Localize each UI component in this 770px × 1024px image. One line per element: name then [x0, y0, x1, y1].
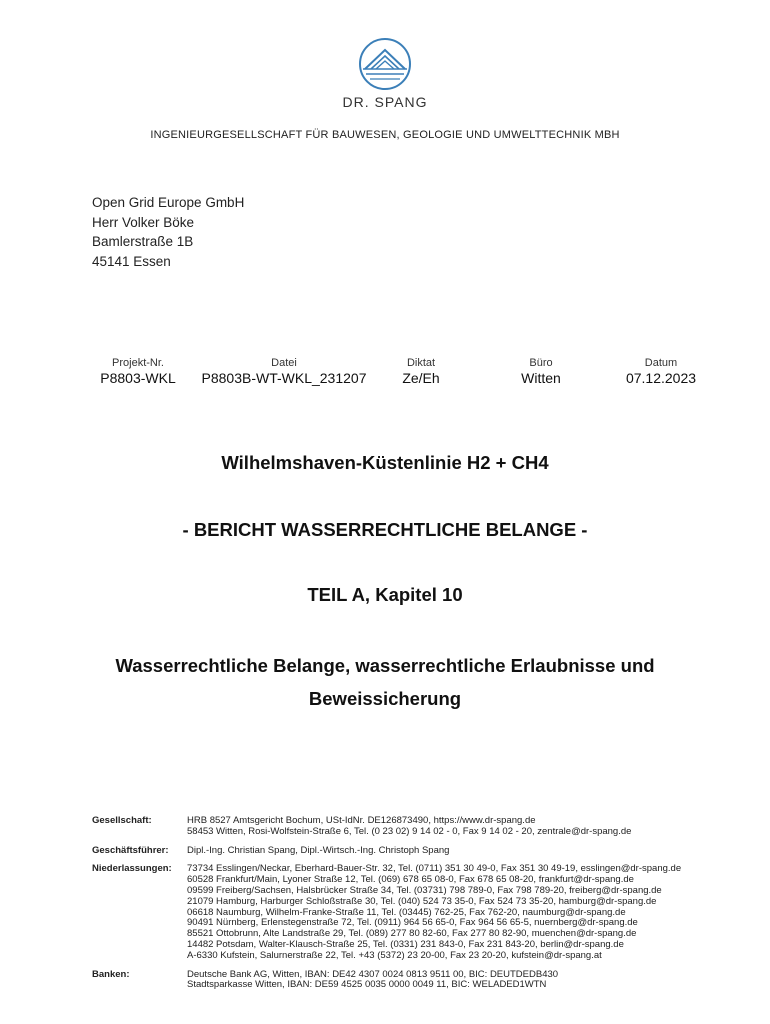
footer-row-niederlassungen	[92, 864, 732, 961]
meta-label: Datei	[271, 357, 297, 369]
project-title: Wilhelmshaven-Küstenlinie H2 + CH4	[221, 452, 549, 473]
footer-line: Deutsche Bank AG, Witten, IBAN: DE42 4307 0024 0813 9511 00, BIC: DEUTDEDB430	[187, 968, 559, 980]
subject-title	[0, 649, 770, 715]
footer-line: 06618 Naumburg, Wilhelm-Franke-Straße 11, Tel. (03445) 762-25, Fax 762-20, naumburg@dr-spang.de	[187, 906, 626, 918]
company-footer	[92, 816, 732, 999]
footer-line: 90491 Nürnberg, Erlenstegenstraße 72, Tel. (0911) 964 56 65-0, Fax 964 56 65-5, nuernberg@dr-spang.de	[187, 917, 638, 929]
meta-label: Diktat	[406, 357, 436, 369]
footer-line: HRB 8527 Amtsgericht Bochum, USt-IdNr. DE126873490, https://www.dr-spang.de	[187, 815, 536, 826]
subject-line: Wasserrechtliche Belange, wasserrechtliche Erlaubnisse und	[115, 655, 655, 676]
meta-office	[508, 357, 574, 386]
subject-line: Beweissicherung	[308, 688, 462, 709]
meta-label: Büro	[529, 357, 553, 369]
address-line: 45141 Essen	[92, 253, 171, 269]
address-line: Bamlerstraße 1B	[92, 234, 194, 249]
footer-line: 73734 Esslingen/Neckar, Eberhard-Bauer-Str. 32, Tel. (0711) 351 30 49-0, Fax 351 30 49-19, esslingen@dr-spang.de	[187, 863, 682, 875]
footer-label: Geschäftsführer:	[92, 844, 169, 856]
footer-label: Banken:	[92, 968, 130, 980]
footer-row-banken	[92, 970, 732, 992]
footer-line: 60528 Frankfurt/Main, Lyoner Straße 12, Tel. (069) 678 65 08-0, Fax 678 65 08-20, frankfurt@dr-spang.de	[187, 874, 634, 886]
recipient-address	[92, 193, 244, 271]
address-line: Herr Volker Böke	[92, 214, 195, 230]
meta-dictation	[388, 357, 454, 386]
footer-value	[187, 816, 631, 838]
meta-value: P8803-WKL	[100, 370, 176, 386]
meta-value: P8803B-WT-WKL_231207	[201, 370, 367, 386]
footer-line: 21079 Hamburg, Harburger Schloßstraße 30, Tel. (040) 524 73 35-0, Fax 524 73 35-20, hamburg@dr-spang.de	[187, 895, 657, 907]
meta-date	[618, 357, 704, 386]
footer-line: Stadtsparkasse Witten, IBAN: DE59 4525 0035 0000 0049 11, BIC: WELADED1WTN	[187, 979, 547, 991]
part-title: TEIL A, Kapitel 10	[307, 584, 463, 605]
footer-label: Niederlassungen:	[92, 863, 172, 875]
footer-line: A-6330 Kufstein, Salurnerstraße 22, Tel. +43 (5372) 23 20-00, Fax 23 20-20, kufstein@dr-spang.at	[187, 949, 602, 961]
footer-line: 09599 Freiberg/Sachsen, Halsbrücker Straße 34, Tel. (03731) 798 789-0, Fax 798 789-20, freiberg@dr-spang.de	[187, 884, 662, 896]
company-tagline: INGENIEURGESELLSCHAFT FÜR BAUWESEN, GEOLOGIE UND UMWELTTECHNIK MBH	[150, 129, 620, 141]
meta-value: Witten	[521, 370, 561, 386]
meta-label: Projekt-Nr.	[112, 357, 164, 369]
address-line: Open Grid Europe GmbH	[92, 195, 245, 210]
dr-spang-logo-icon	[357, 36, 413, 92]
footer-value	[187, 846, 449, 857]
footer-value	[187, 970, 558, 992]
meta-project-number	[92, 357, 184, 386]
footer-line: Dipl.-Ing. Christian Spang, Dipl.-Wirtsch.-Ing. Christoph Spang	[187, 844, 450, 856]
footer-label: Gesellschaft:	[92, 815, 152, 826]
footer-line: 85521 Ottobrunn, Alte Landstraße 29, Tel. (089) 277 80 82-60, Fax 277 80 82-90, muenchen@dr-spang.de	[187, 928, 637, 940]
company-logo	[330, 36, 440, 110]
footer-row-gesellschaft	[92, 816, 732, 838]
footer-value	[187, 864, 681, 961]
meta-label: Datum	[644, 357, 678, 369]
meta-file	[198, 357, 370, 386]
meta-value: 07.12.2023	[625, 370, 697, 386]
footer-row-geschaeftsfuehrer	[92, 846, 732, 857]
footer-line: 14482 Potsdam, Walter-Klausch-Straße 25, Tel. (0331) 231 843-0, Fax 231 843-20, berlin@dr-spang.de	[187, 938, 624, 950]
footer-line: 58453 Witten, Rosi-Wolfstein-Straße 6, Tel. (0 23 02) 9 14 02 - 0, Fax 9 14 02 - 20, zentrale@dr-spang.de	[187, 825, 632, 837]
report-title: - BERICHT WASSERRECHTLICHE BELANGE -	[182, 519, 588, 540]
logo-text: DR. SPANG	[342, 94, 428, 110]
meta-value: Ze/Eh	[402, 370, 440, 386]
